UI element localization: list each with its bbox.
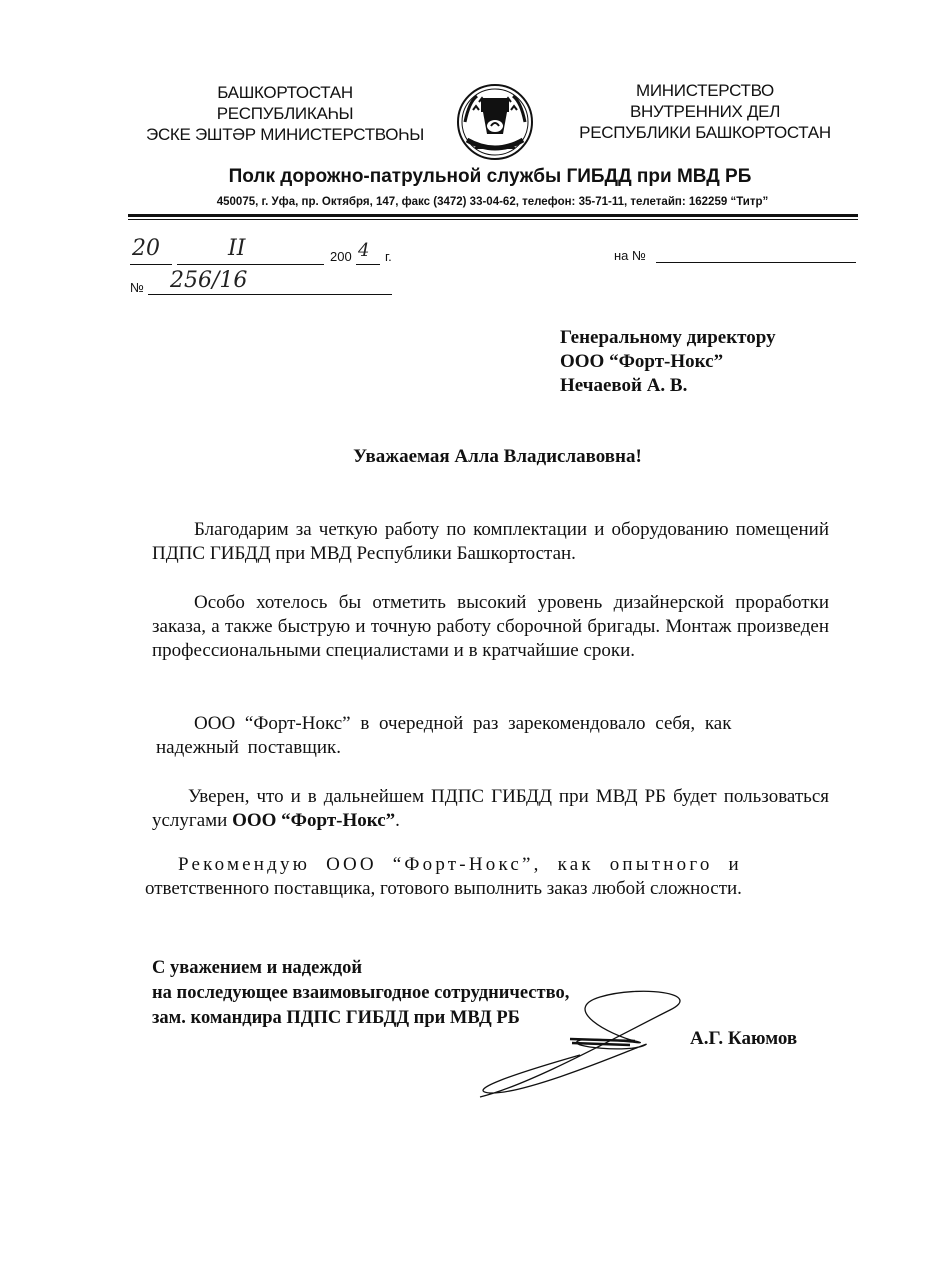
date-year-prefix: 200 [330,249,352,264]
signer-name: А.Г. Каюмов [690,1028,798,1049]
header-rule-thin [128,219,858,220]
letterhead-left [120,82,450,145]
paragraph-4-company: ООО “Форт-Нокс” [232,810,396,831]
letterhead-right [555,80,855,143]
paragraph-4 [152,785,829,833]
salutation: Уважаемая Алла Владиславовна! [353,446,642,467]
date-month-line [177,264,324,265]
paragraph-2 [152,591,829,663]
number-value: 256/16 [170,268,248,293]
paragraph-4-text: Уверен, что и в дальнейшем ПДПС ГИБДД при МВД РБ будет пользоваться услугами [152,786,829,831]
paragraph-4-end: . [395,810,400,831]
number-label: № [130,280,144,295]
date-year-digit: 4 [358,240,370,261]
number-line [148,294,392,295]
paragraph-1-text: Благодарим за четкую работу по комплектации и оборудованию помещений ПДПС ГИБДД при МВД Республики Башкортостан. [152,519,829,564]
letterhead-right-line-3: РЕСПУБЛИКИ БАШКОРТОСТАН [579,123,831,142]
department-title: Полк дорожно-патрульной службы ГИБДД при МВД РБ [228,166,752,187]
reference-label: на № [614,248,646,263]
paragraph-3-line-1: ООО “Форт-Нокс” в очередной раз зарекомендовало себя, как [194,713,732,734]
department-address: 450075, г. Уфа, пр. Октября, 147, факс (3472) 33-04-62, телефон: 35-71-11, телетайп: 162259 “Титр” [216,196,769,208]
closing-line-1: С уважением и надеждой [152,958,363,978]
addressee-line-3: Нечаевой А. В. [560,375,688,396]
letterhead-right-line-2: ВНУТРЕННИХ ДЕЛ [629,102,781,121]
letterhead-left-line-3: ЭСКЕ ЭШТӘР МИНИСТЕРСТВОҺЫ [146,125,424,144]
signature-icon [470,975,700,1105]
date-month: II [228,236,246,261]
paragraph-5-line-1: Рекомендую ООО “Форт-Нокс”, как опытного и [178,854,742,875]
letterhead-left-line-2: РЕСПУБЛИКАҺЫ [216,104,354,123]
paragraph-3-line-2: надежный поставщик. [156,737,341,758]
paragraph-2-text: Особо хотелось бы отметить высокий уровень дизайнерской проработки заказа, а также быструю и точную работу сборочной бригады. Монтаж произведен профессиональными специалистами и в кратчайшие сроки. [152,592,829,661]
addressee-line-1: Генеральному директору [560,327,776,348]
date-day-line [130,264,172,265]
coat-of-arms-icon [455,82,535,164]
date-year-suffix: г. [385,249,392,264]
reference-line [656,262,856,263]
date-year-line [356,264,380,265]
addressee-block [560,326,880,398]
paragraph-5-line-2: ответственного поставщика, готового выполнить заказ любой сложности. [145,878,742,899]
closing-line-2: на последующее взаимовыгодное сотрудничество, [152,983,570,1003]
addressee-line-2: ООО “Форт-Нокс” [560,351,724,372]
paragraph-1 [152,518,829,566]
closing-line-3: зам. командира ПДПС ГИБДД при МВД РБ [152,1008,520,1028]
date-day: 20 [132,236,160,261]
header-rule-thick [128,214,858,217]
letterhead-left-line-1: БАШКОРТОСТАН [217,83,353,102]
letterhead-right-line-1: МИНИСТЕРСТВО [636,81,774,100]
